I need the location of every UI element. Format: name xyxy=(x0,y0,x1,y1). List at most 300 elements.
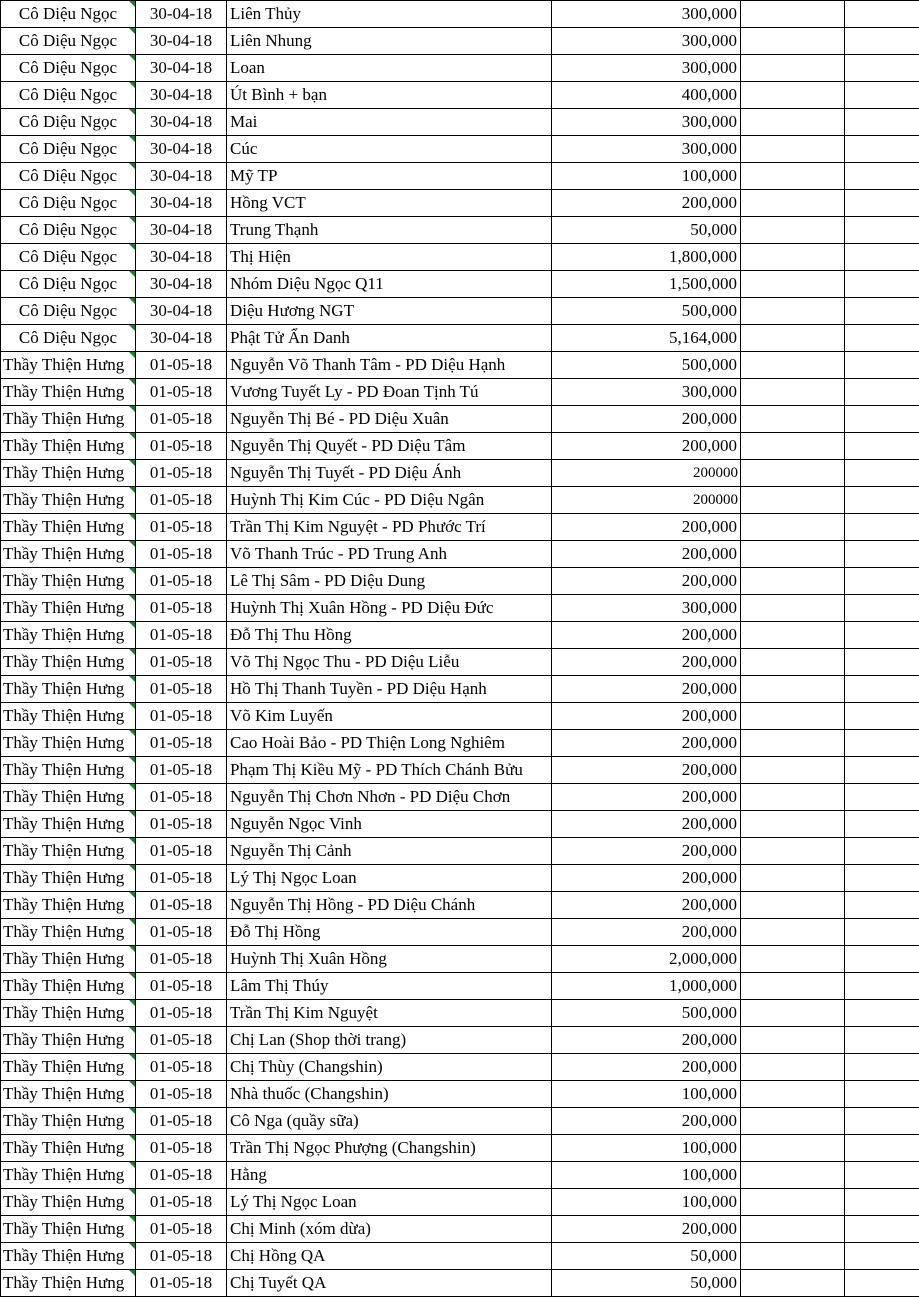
donor-name-cell[interactable] xyxy=(227,784,552,811)
date-cell[interactable] xyxy=(136,1027,227,1054)
date-cell[interactable] xyxy=(136,568,227,595)
teacher-cell[interactable] xyxy=(1,1135,136,1162)
donor-name-cell[interactable] xyxy=(227,55,552,82)
empty-cell[interactable] xyxy=(845,622,919,649)
date-cell[interactable] xyxy=(136,865,227,892)
empty-cell[interactable] xyxy=(845,730,919,757)
empty-cell[interactable] xyxy=(741,946,845,973)
empty-cell[interactable] xyxy=(845,28,919,55)
donor-name-cell[interactable] xyxy=(227,703,552,730)
date-cell[interactable] xyxy=(136,946,227,973)
teacher-cell-text: Thầy Thiện Hưng xyxy=(3,760,125,779)
date-cell[interactable] xyxy=(136,973,227,1000)
empty-cell[interactable] xyxy=(845,1216,919,1243)
empty-cell[interactable] xyxy=(741,379,845,406)
date-cell[interactable] xyxy=(136,1135,227,1162)
teacher-cell[interactable] xyxy=(1,784,136,811)
teacher-cell[interactable] xyxy=(1,1243,136,1270)
donor-name-cell[interactable] xyxy=(227,946,552,973)
amount-cell[interactable] xyxy=(552,1054,741,1081)
donor-name-cell[interactable] xyxy=(227,487,552,514)
teacher-cell[interactable] xyxy=(1,190,136,217)
empty-cell[interactable] xyxy=(845,892,919,919)
empty-cell[interactable] xyxy=(741,1270,845,1297)
donor-name-cell[interactable] xyxy=(227,163,552,190)
teacher-cell[interactable] xyxy=(1,622,136,649)
donor-name-cell[interactable] xyxy=(227,1081,552,1108)
empty-cell[interactable] xyxy=(845,757,919,784)
empty-cell[interactable] xyxy=(741,676,845,703)
date-cell[interactable] xyxy=(136,460,227,487)
date-cell[interactable] xyxy=(136,784,227,811)
amount-cell[interactable] xyxy=(552,622,741,649)
donor-name-cell[interactable] xyxy=(227,568,552,595)
teacher-cell[interactable] xyxy=(1,244,136,271)
empty-cell[interactable] xyxy=(845,406,919,433)
date-cell[interactable] xyxy=(136,514,227,541)
empty-cell[interactable] xyxy=(741,406,845,433)
amount-cell[interactable] xyxy=(552,1000,741,1027)
amount-cell[interactable] xyxy=(552,1270,741,1297)
empty-cell[interactable] xyxy=(741,973,845,1000)
teacher-cell[interactable] xyxy=(1,514,136,541)
empty-cell[interactable] xyxy=(845,1081,919,1108)
date-cell[interactable] xyxy=(136,217,227,244)
table-row xyxy=(1,217,919,244)
donor-name-cell[interactable] xyxy=(227,892,552,919)
amount-cell[interactable] xyxy=(552,595,741,622)
donor-name-cell[interactable] xyxy=(227,1027,552,1054)
empty-cell[interactable] xyxy=(845,973,919,1000)
empty-cell[interactable] xyxy=(741,514,845,541)
empty-cell[interactable] xyxy=(845,541,919,568)
empty-cell[interactable] xyxy=(741,163,845,190)
empty-cell[interactable] xyxy=(741,541,845,568)
date-cell[interactable] xyxy=(136,1270,227,1297)
teacher-cell[interactable] xyxy=(1,1108,136,1135)
amount-cell[interactable] xyxy=(552,433,741,460)
teacher-cell[interactable] xyxy=(1,109,136,136)
empty-cell[interactable] xyxy=(845,811,919,838)
empty-cell[interactable] xyxy=(845,1243,919,1270)
date-cell[interactable] xyxy=(136,352,227,379)
date-cell-text: 01-05-18 xyxy=(149,841,213,860)
donor-name-cell[interactable] xyxy=(227,298,552,325)
amount-cell[interactable] xyxy=(552,1162,741,1189)
empty-cell[interactable] xyxy=(845,1135,919,1162)
empty-cell[interactable] xyxy=(845,109,919,136)
date-cell[interactable] xyxy=(136,298,227,325)
amount-cell[interactable] xyxy=(552,1027,741,1054)
donor-name-cell[interactable] xyxy=(227,1,552,28)
donor-name-cell[interactable] xyxy=(227,352,552,379)
amount-cell[interactable] xyxy=(552,1135,741,1162)
date-cell[interactable] xyxy=(136,1,227,28)
empty-cell[interactable] xyxy=(741,1216,845,1243)
donor-name-cell[interactable] xyxy=(227,595,552,622)
amount-cell[interactable] xyxy=(552,136,741,163)
teacher-cell[interactable] xyxy=(1,406,136,433)
amount-cell[interactable] xyxy=(552,865,741,892)
donor-name-cell[interactable] xyxy=(227,1135,552,1162)
teacher-cell[interactable] xyxy=(1,1054,136,1081)
empty-cell[interactable] xyxy=(845,865,919,892)
empty-cell[interactable] xyxy=(845,55,919,82)
empty-cell[interactable] xyxy=(845,1189,919,1216)
amount-cell[interactable] xyxy=(552,973,741,1000)
teacher-cell[interactable] xyxy=(1,919,136,946)
empty-cell[interactable] xyxy=(845,136,919,163)
empty-cell[interactable] xyxy=(741,757,845,784)
empty-cell[interactable] xyxy=(741,244,845,271)
empty-cell[interactable] xyxy=(741,1243,845,1270)
teacher-cell[interactable] xyxy=(1,946,136,973)
empty-cell[interactable] xyxy=(845,298,919,325)
empty-cell[interactable] xyxy=(845,352,919,379)
teacher-cell[interactable] xyxy=(1,1270,136,1297)
empty-cell[interactable] xyxy=(845,838,919,865)
donor-name-cell[interactable] xyxy=(227,433,552,460)
donor-name-cell[interactable] xyxy=(227,1054,552,1081)
donor-name-cell[interactable] xyxy=(227,676,552,703)
teacher-cell[interactable] xyxy=(1,730,136,757)
empty-cell[interactable] xyxy=(845,568,919,595)
empty-cell[interactable] xyxy=(845,946,919,973)
comment-indicator-icon xyxy=(129,568,135,574)
donor-name-cell[interactable] xyxy=(227,109,552,136)
date-cell[interactable] xyxy=(136,190,227,217)
donor-name-cell[interactable] xyxy=(227,838,552,865)
date-cell[interactable] xyxy=(136,595,227,622)
empty-cell[interactable] xyxy=(741,1000,845,1027)
amount-cell[interactable] xyxy=(552,730,741,757)
date-cell[interactable] xyxy=(136,1000,227,1027)
teacher-cell[interactable] xyxy=(1,973,136,1000)
empty-cell[interactable] xyxy=(845,703,919,730)
donor-name-cell[interactable] xyxy=(227,325,552,352)
date-cell[interactable] xyxy=(136,1216,227,1243)
donor-name-cell[interactable] xyxy=(227,811,552,838)
amount-cell[interactable] xyxy=(552,460,741,487)
empty-cell[interactable] xyxy=(741,811,845,838)
empty-cell[interactable] xyxy=(741,649,845,676)
teacher-cell[interactable] xyxy=(1,217,136,244)
date-cell[interactable] xyxy=(136,892,227,919)
teacher-cell[interactable] xyxy=(1,649,136,676)
date-cell[interactable] xyxy=(136,433,227,460)
date-cell[interactable] xyxy=(136,271,227,298)
empty-cell[interactable] xyxy=(741,919,845,946)
teacher-cell[interactable] xyxy=(1,1162,136,1189)
empty-cell[interactable] xyxy=(845,1,919,28)
teacher-cell[interactable] xyxy=(1,1216,136,1243)
amount-cell[interactable] xyxy=(552,190,741,217)
amount-cell[interactable] xyxy=(552,811,741,838)
amount-cell[interactable] xyxy=(552,1243,741,1270)
empty-cell[interactable] xyxy=(845,244,919,271)
date-cell[interactable] xyxy=(136,244,227,271)
empty-cell[interactable] xyxy=(845,595,919,622)
amount-cell[interactable] xyxy=(552,568,741,595)
empty-cell[interactable] xyxy=(845,676,919,703)
amount-cell[interactable] xyxy=(552,379,741,406)
amount-cell[interactable] xyxy=(552,1216,741,1243)
teacher-cell[interactable] xyxy=(1,757,136,784)
donor-name-cell[interactable] xyxy=(227,28,552,55)
empty-cell[interactable] xyxy=(845,649,919,676)
amount-cell[interactable] xyxy=(552,109,741,136)
donor-name-cell[interactable] xyxy=(227,541,552,568)
amount-cell[interactable] xyxy=(552,784,741,811)
donor-name-cell[interactable] xyxy=(227,1000,552,1027)
date-cell[interactable] xyxy=(136,1108,227,1135)
empty-cell[interactable] xyxy=(741,1162,845,1189)
teacher-cell[interactable] xyxy=(1,460,136,487)
teacher-cell[interactable] xyxy=(1,811,136,838)
empty-cell[interactable] xyxy=(741,730,845,757)
date-cell[interactable] xyxy=(136,919,227,946)
empty-cell[interactable] xyxy=(741,325,845,352)
teacher-cell[interactable] xyxy=(1,163,136,190)
empty-cell[interactable] xyxy=(845,1108,919,1135)
empty-cell[interactable] xyxy=(741,352,845,379)
date-cell[interactable] xyxy=(136,487,227,514)
date-cell[interactable] xyxy=(136,622,227,649)
empty-cell[interactable] xyxy=(741,568,845,595)
empty-cell[interactable] xyxy=(741,460,845,487)
donor-name-cell[interactable] xyxy=(227,865,552,892)
donor-name-cell[interactable] xyxy=(227,379,552,406)
donor-name-cell[interactable] xyxy=(227,730,552,757)
amount-cell-text: 50,000 xyxy=(690,220,737,239)
empty-cell[interactable] xyxy=(741,1189,845,1216)
empty-cell[interactable] xyxy=(741,622,845,649)
date-cell[interactable] xyxy=(136,1162,227,1189)
teacher-cell[interactable] xyxy=(1,28,136,55)
teacher-cell[interactable] xyxy=(1,1081,136,1108)
amount-cell[interactable] xyxy=(552,514,741,541)
amount-cell[interactable] xyxy=(552,244,741,271)
teacher-cell[interactable] xyxy=(1,379,136,406)
empty-cell[interactable] xyxy=(741,1081,845,1108)
date-cell[interactable] xyxy=(136,82,227,109)
donor-name-cell[interactable] xyxy=(227,217,552,244)
teacher-cell[interactable] xyxy=(1,298,136,325)
donor-name-cell[interactable] xyxy=(227,82,552,109)
date-cell[interactable] xyxy=(136,541,227,568)
teacher-cell[interactable] xyxy=(1,595,136,622)
donor-name-cell[interactable] xyxy=(227,190,552,217)
date-cell[interactable] xyxy=(136,676,227,703)
date-cell[interactable] xyxy=(136,730,227,757)
donor-name-cell[interactable] xyxy=(227,1162,552,1189)
empty-cell[interactable] xyxy=(845,433,919,460)
amount-cell[interactable] xyxy=(552,649,741,676)
date-cell[interactable] xyxy=(136,1054,227,1081)
date-cell-text: 01-05-18 xyxy=(149,1084,213,1103)
empty-cell[interactable] xyxy=(741,28,845,55)
empty-cell[interactable] xyxy=(741,892,845,919)
date-cell[interactable] xyxy=(136,649,227,676)
empty-cell[interactable] xyxy=(845,1054,919,1081)
date-cell[interactable] xyxy=(136,163,227,190)
empty-cell[interactable] xyxy=(741,190,845,217)
empty-cell[interactable] xyxy=(741,1,845,28)
teacher-cell[interactable] xyxy=(1,271,136,298)
donor-name-cell[interactable] xyxy=(227,973,552,1000)
date-cell[interactable] xyxy=(136,703,227,730)
empty-cell[interactable] xyxy=(845,1027,919,1054)
teacher-cell[interactable] xyxy=(1,487,136,514)
donor-name-cell[interactable] xyxy=(227,244,552,271)
date-cell[interactable] xyxy=(136,406,227,433)
empty-cell[interactable] xyxy=(741,1135,845,1162)
date-cell-text: 01-05-18 xyxy=(149,868,213,887)
empty-cell[interactable] xyxy=(845,82,919,109)
empty-cell[interactable] xyxy=(741,55,845,82)
amount-cell[interactable] xyxy=(552,1108,741,1135)
donor-name-cell-text: Chị Tuyết QA xyxy=(230,1273,327,1292)
amount-cell[interactable] xyxy=(552,703,741,730)
amount-cell[interactable] xyxy=(552,406,741,433)
teacher-cell[interactable] xyxy=(1,541,136,568)
date-cell[interactable] xyxy=(136,757,227,784)
amount-cell[interactable] xyxy=(552,487,741,514)
date-cell[interactable] xyxy=(136,811,227,838)
amount-cell[interactable] xyxy=(552,757,741,784)
donor-name-cell[interactable] xyxy=(227,1189,552,1216)
empty-cell[interactable] xyxy=(741,1108,845,1135)
donor-name-cell[interactable] xyxy=(227,649,552,676)
empty-cell[interactable] xyxy=(845,325,919,352)
teacher-cell[interactable] xyxy=(1,892,136,919)
donor-name-cell[interactable] xyxy=(227,271,552,298)
amount-cell[interactable] xyxy=(552,28,741,55)
empty-cell[interactable] xyxy=(741,433,845,460)
date-cell[interactable] xyxy=(136,325,227,352)
empty-cell[interactable] xyxy=(845,163,919,190)
empty-cell[interactable] xyxy=(741,703,845,730)
table-row xyxy=(1,1054,919,1081)
donor-name-cell[interactable] xyxy=(227,460,552,487)
empty-cell[interactable] xyxy=(845,271,919,298)
amount-cell[interactable] xyxy=(552,55,741,82)
teacher-cell[interactable] xyxy=(1,568,136,595)
amount-cell[interactable] xyxy=(552,919,741,946)
date-cell[interactable] xyxy=(136,136,227,163)
empty-cell[interactable] xyxy=(845,487,919,514)
empty-cell[interactable] xyxy=(845,1000,919,1027)
empty-cell[interactable] xyxy=(741,271,845,298)
donor-name-cell[interactable] xyxy=(227,514,552,541)
amount-cell[interactable] xyxy=(552,1189,741,1216)
amount-cell[interactable] xyxy=(552,352,741,379)
teacher-cell[interactable] xyxy=(1,352,136,379)
empty-cell[interactable] xyxy=(741,1054,845,1081)
amount-cell[interactable] xyxy=(552,298,741,325)
empty-cell[interactable] xyxy=(741,595,845,622)
donor-name-cell[interactable] xyxy=(227,1108,552,1135)
empty-cell[interactable] xyxy=(741,82,845,109)
date-cell[interactable] xyxy=(136,379,227,406)
teacher-cell[interactable] xyxy=(1,136,136,163)
date-cell-text: 01-05-18 xyxy=(149,733,213,752)
amount-cell[interactable] xyxy=(552,541,741,568)
teacher-cell[interactable] xyxy=(1,1,136,28)
amount-cell[interactable] xyxy=(552,838,741,865)
teacher-cell[interactable] xyxy=(1,433,136,460)
empty-cell[interactable] xyxy=(741,109,845,136)
empty-cell[interactable] xyxy=(845,919,919,946)
teacher-cell[interactable] xyxy=(1,325,136,352)
donor-name-cell[interactable] xyxy=(227,406,552,433)
teacher-cell-text: Thầy Thiện Hưng xyxy=(3,733,125,752)
donor-name-cell[interactable] xyxy=(227,1216,552,1243)
amount-cell[interactable] xyxy=(552,325,741,352)
donor-name-cell[interactable] xyxy=(227,1270,552,1297)
empty-cell[interactable] xyxy=(845,379,919,406)
teacher-cell[interactable] xyxy=(1,1189,136,1216)
donor-name-cell[interactable] xyxy=(227,919,552,946)
teacher-cell[interactable] xyxy=(1,676,136,703)
donor-name-cell[interactable] xyxy=(227,757,552,784)
teacher-cell[interactable] xyxy=(1,838,136,865)
empty-cell[interactable] xyxy=(845,514,919,541)
empty-cell[interactable] xyxy=(845,1162,919,1189)
date-cell[interactable] xyxy=(136,109,227,136)
empty-cell[interactable] xyxy=(741,784,845,811)
empty-cell[interactable] xyxy=(741,487,845,514)
date-cell[interactable] xyxy=(136,1189,227,1216)
amount-cell[interactable] xyxy=(552,946,741,973)
teacher-cell[interactable] xyxy=(1,865,136,892)
teacher-cell[interactable] xyxy=(1,55,136,82)
teacher-cell[interactable] xyxy=(1,1027,136,1054)
empty-cell[interactable] xyxy=(741,298,845,325)
empty-cell[interactable] xyxy=(845,217,919,244)
date-cell[interactable] xyxy=(136,838,227,865)
empty-cell[interactable] xyxy=(741,217,845,244)
donor-name-cell[interactable] xyxy=(227,622,552,649)
donor-name-cell-text: Loan xyxy=(230,58,265,77)
empty-cell[interactable] xyxy=(741,865,845,892)
donor-name-cell[interactable] xyxy=(227,136,552,163)
date-cell[interactable] xyxy=(136,55,227,82)
empty-cell[interactable] xyxy=(845,190,919,217)
amount-cell[interactable] xyxy=(552,1081,741,1108)
teacher-cell[interactable] xyxy=(1,703,136,730)
amount-cell[interactable] xyxy=(552,217,741,244)
teacher-cell[interactable] xyxy=(1,1000,136,1027)
empty-cell[interactable] xyxy=(741,136,845,163)
date-cell[interactable] xyxy=(136,1081,227,1108)
amount-cell[interactable] xyxy=(552,271,741,298)
empty-cell[interactable] xyxy=(845,1270,919,1297)
teacher-cell[interactable] xyxy=(1,82,136,109)
amount-cell[interactable] xyxy=(552,82,741,109)
amount-cell[interactable] xyxy=(552,1,741,28)
amount-cell[interactable] xyxy=(552,676,741,703)
date-cell[interactable] xyxy=(136,1243,227,1270)
amount-cell[interactable] xyxy=(552,163,741,190)
amount-cell[interactable] xyxy=(552,892,741,919)
empty-cell[interactable] xyxy=(741,1027,845,1054)
empty-cell[interactable] xyxy=(741,838,845,865)
empty-cell[interactable] xyxy=(845,784,919,811)
date-cell[interactable] xyxy=(136,28,227,55)
donor-name-cell[interactable] xyxy=(227,1243,552,1270)
empty-cell[interactable] xyxy=(845,460,919,487)
